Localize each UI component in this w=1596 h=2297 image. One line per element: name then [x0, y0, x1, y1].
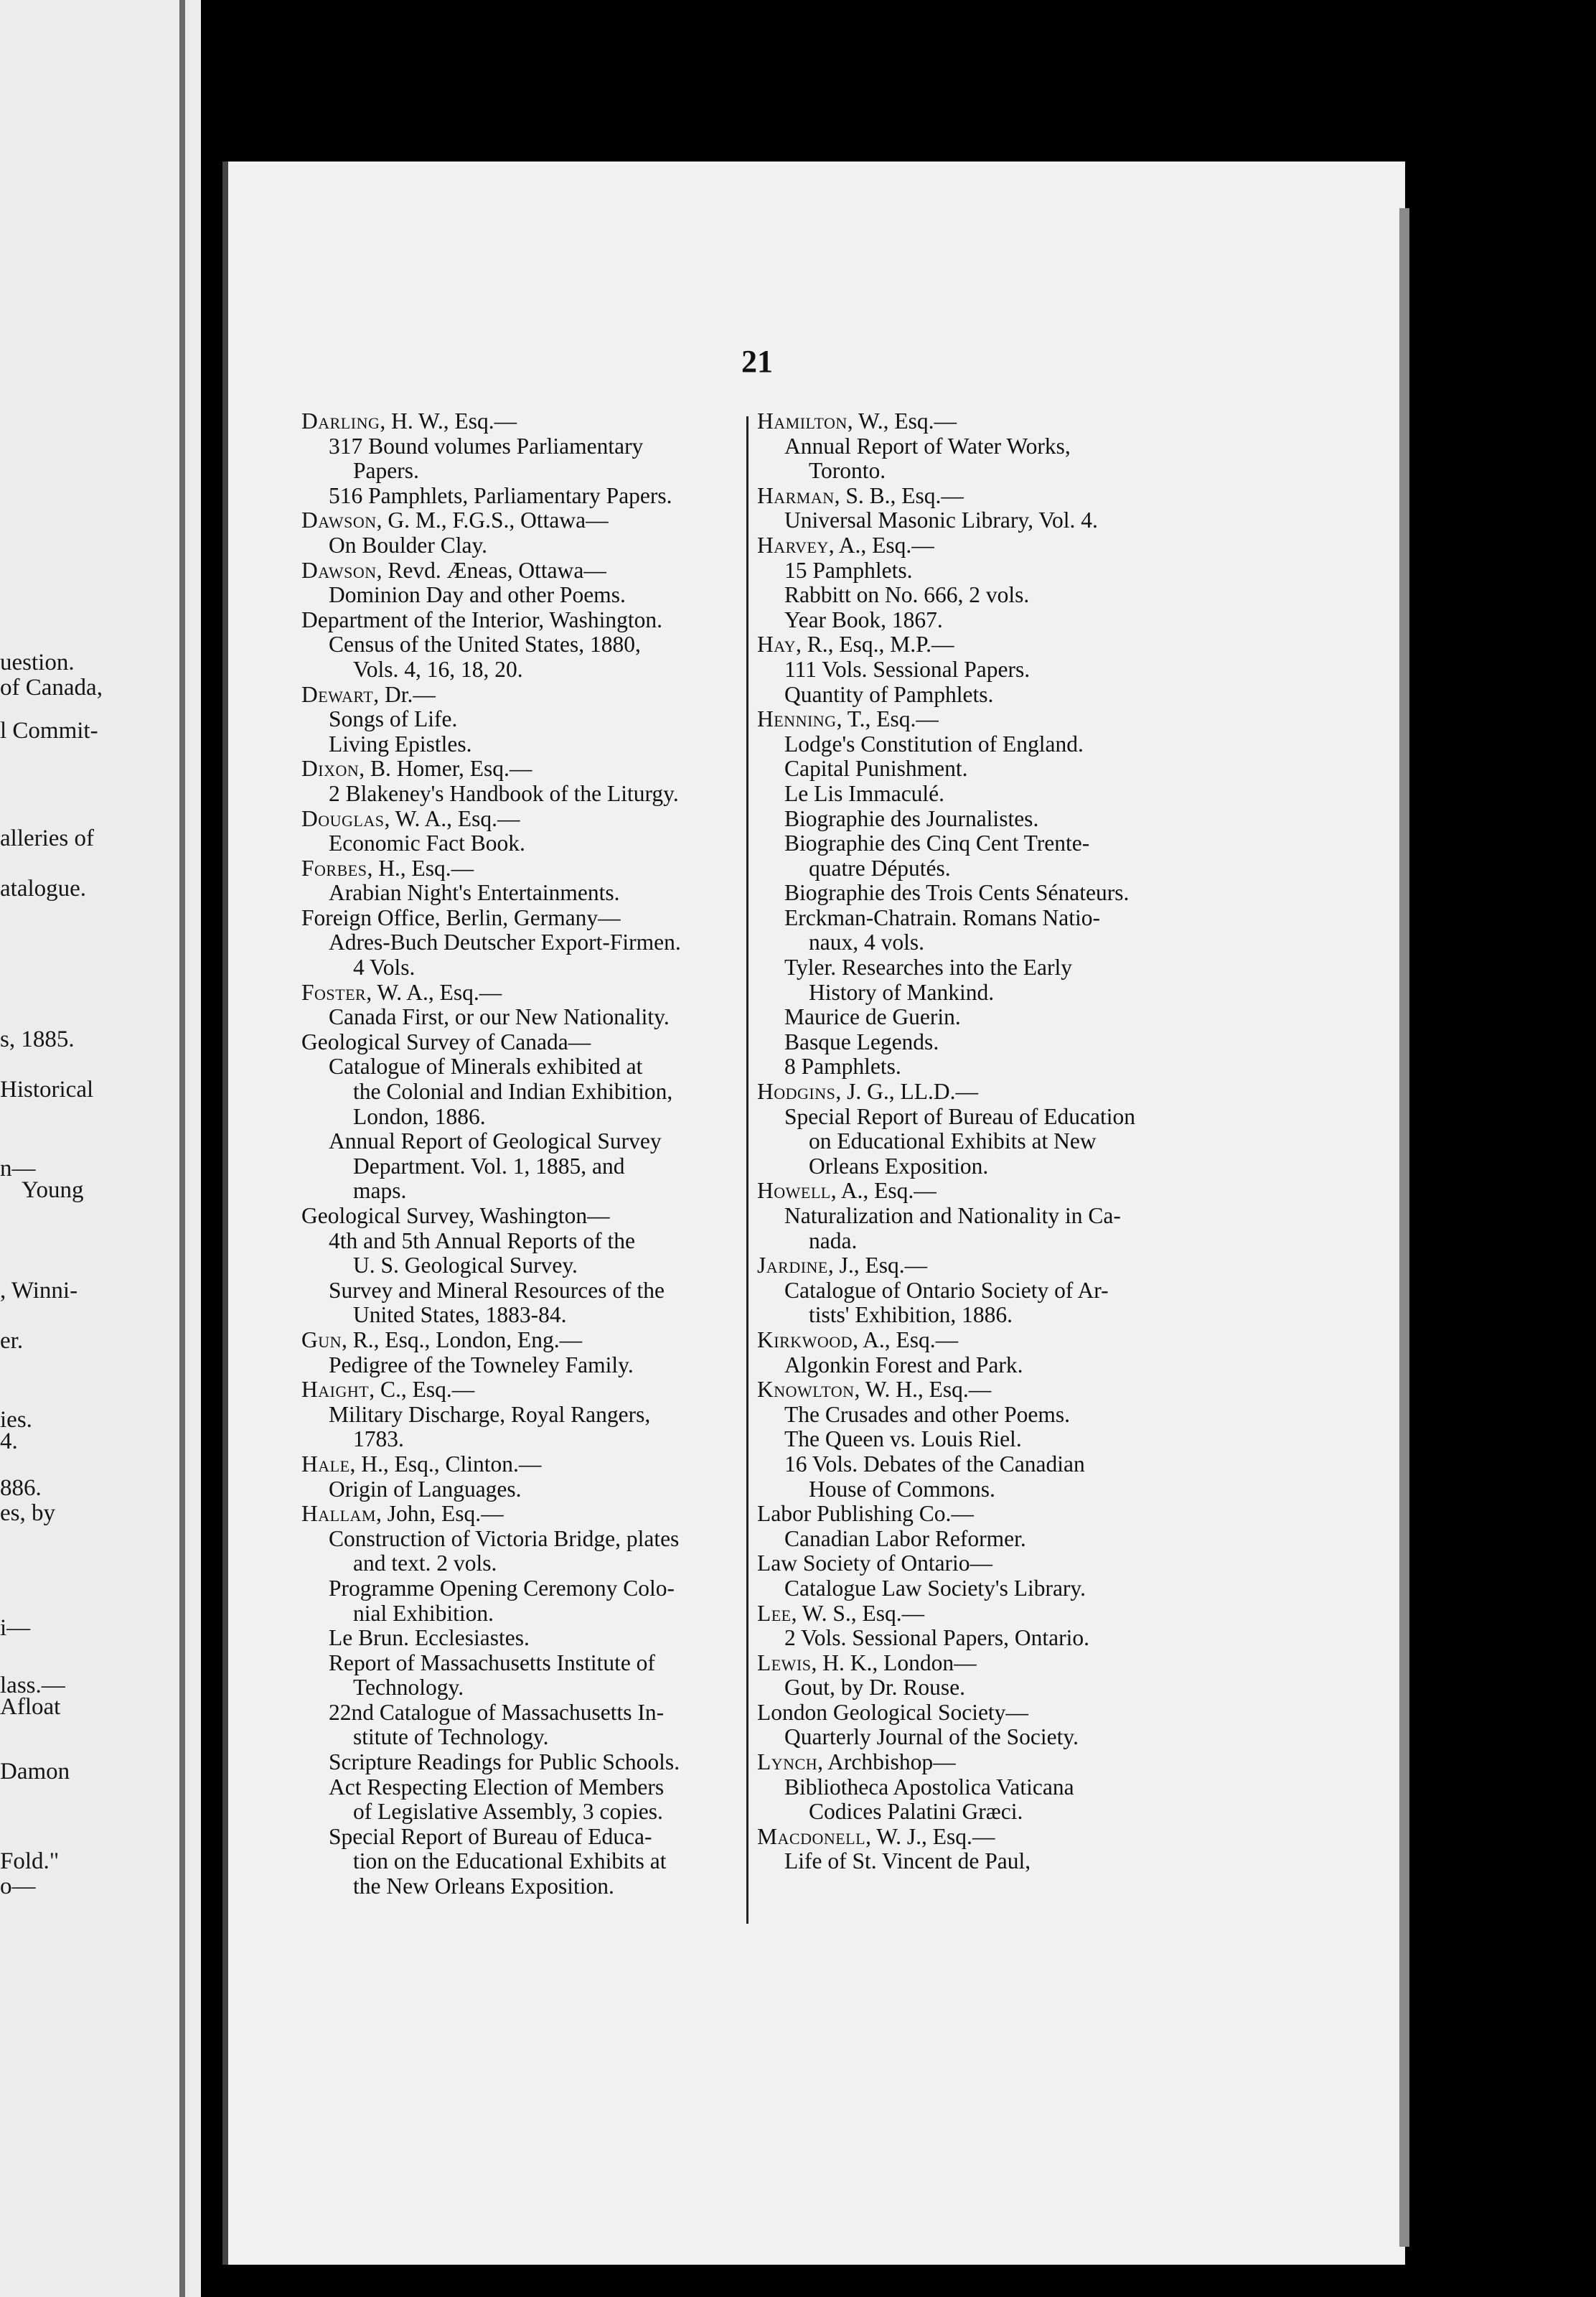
left-page-text-fragment: Damon: [0, 1759, 70, 1784]
item-line: Catalogue of Ontario Society of Ar-: [784, 1277, 1109, 1303]
item-line: and text. 2 vols.: [353, 1550, 497, 1576]
donated-item: [329, 831, 746, 856]
left-page-text-fragment: , Winni-: [0, 1278, 78, 1304]
donor-heading: [757, 1377, 1195, 1403]
donated-item: [784, 608, 1195, 633]
donated-item: [329, 1775, 746, 1825]
donor-details: Foreign Office, Berlin, Germany—: [301, 904, 621, 930]
donated-item: [329, 1005, 746, 1030]
donated-item: [784, 1427, 1195, 1452]
donor-heading: [301, 558, 746, 584]
item-line: maps.: [353, 1178, 407, 1204]
item-line: 2 Blakeney's Handbook of the Liturgy.: [329, 780, 679, 806]
item-line: Pedigree of the Towneley Family.: [329, 1352, 634, 1377]
donated-item: [784, 683, 1195, 708]
left-page-text-fragment: uestion.: [0, 650, 75, 675]
item-line: nial Exhibition.: [353, 1600, 494, 1626]
item-line: stitute of Technology.: [353, 1724, 549, 1750]
item-line: House of Commons.: [809, 1476, 995, 1502]
catalogue-entry: [757, 1825, 1195, 1874]
catalogue-entry: [757, 1179, 1195, 1253]
item-line: Dominion Day and other Poems.: [329, 582, 626, 608]
item-line: Technology.: [353, 1675, 464, 1700]
item-line: 4th and 5th Annual Reports of the: [329, 1227, 635, 1253]
item-line: U. S. Geological Survey.: [353, 1253, 578, 1278]
donor-heading: [757, 1601, 1195, 1627]
donor-details: , W. H., Esq.—: [854, 1377, 992, 1403]
donated-item: [784, 1675, 1195, 1700]
catalogue-entry: [301, 1377, 746, 1452]
donor-details: , H., Esq., Clinton.—: [349, 1451, 542, 1477]
donor-name: Hodgins: [757, 1079, 836, 1105]
item-line: Quantity of Pamphlets.: [784, 681, 994, 707]
donor-details: London Geological Society—: [757, 1699, 1028, 1725]
item-line: on Educational Exhibits at New: [809, 1128, 1097, 1154]
donor-heading: [757, 1651, 1195, 1676]
donor-heading: [301, 1030, 746, 1055]
donor-name: Knowlton: [757, 1377, 855, 1403]
item-line: Biographie des Trois Cents Sénateurs.: [784, 880, 1130, 906]
donor-name: Jardine: [757, 1253, 828, 1278]
donor-details: , H. K., London—: [811, 1650, 977, 1675]
item-line: Year Book, 1867.: [784, 607, 943, 632]
donor-heading: [757, 409, 1195, 434]
item-line: Erckman-Chatrain. Romans Natio-: [784, 904, 1101, 930]
donated-item: [784, 1204, 1195, 1253]
donor-heading: [301, 683, 746, 708]
item-line: Act Respecting Election of Members: [329, 1774, 665, 1800]
donor-details: Law Society of Ontario—: [757, 1550, 993, 1576]
donor-details: , W. A., Esq.—: [366, 979, 502, 1005]
donor-heading: [757, 1825, 1195, 1850]
donor-details: , T., Esq.—: [836, 706, 939, 732]
item-line: Algonkin Forest and Park.: [784, 1352, 1023, 1377]
donor-details: , G. M., F.G.S., Ottawa—: [376, 507, 609, 533]
item-line: Annual Report of Water Works,: [784, 433, 1071, 459]
item-line: Toronto.: [809, 458, 886, 484]
donor-name: Darling: [301, 408, 380, 434]
donor-heading: [301, 906, 746, 931]
left-page-text-fragment: Afloat: [0, 1694, 61, 1720]
catalogue-entry: [757, 1700, 1195, 1750]
donor-details: , Archbishop—: [817, 1749, 956, 1775]
book-gutter: [201, 0, 222, 2297]
left-page-text-fragment: er.: [0, 1328, 24, 1354]
catalogue-entry: [757, 1377, 1195, 1502]
item-line: Construction of Victoria Bridge, plates: [329, 1525, 680, 1551]
catalogue-entry: [301, 409, 746, 508]
donated-item: [784, 1278, 1195, 1328]
catalogue-entry: [301, 1328, 746, 1377]
item-line: 111 Vols. Sessional Papers.: [784, 656, 1031, 682]
donor-name: Lewis: [757, 1650, 812, 1675]
left-page-text-fragment: atalogue.: [0, 876, 87, 902]
donated-item: [784, 782, 1195, 807]
donated-item: [784, 955, 1195, 1005]
donor-details: , R., Esq., London, Eng.—: [342, 1327, 583, 1352]
donated-item: [784, 1775, 1195, 1825]
donated-item: [784, 757, 1195, 782]
donor-name: Hamilton: [757, 408, 848, 434]
column-divider: [746, 416, 748, 1924]
item-line: Quarterly Journal of the Society.: [784, 1724, 1079, 1750]
catalogue-entry: [301, 558, 746, 608]
item-line: Codices Palatini Græci.: [809, 1799, 1023, 1825]
donated-item: [784, 906, 1195, 955]
donated-item: [784, 1005, 1195, 1030]
donor-details: , C., Esq.—: [369, 1377, 475, 1403]
catalogue-entry: [301, 906, 746, 981]
item-line: Tyler. Researches into the Early: [784, 955, 1073, 981]
item-line: Department. Vol. 1, 1885, and: [353, 1153, 625, 1179]
donor-name: Dewart: [301, 681, 374, 707]
item-line: naux, 4 vols.: [809, 930, 924, 955]
catalogue-entry: [757, 533, 1195, 632]
donated-item: [329, 1527, 746, 1576]
donated-item: [784, 732, 1195, 757]
item-line: Canada First, or our New Nationality.: [329, 1004, 670, 1030]
donor-details: , H., Esq.—: [367, 855, 474, 881]
donor-details: , S. B., Esq.—: [834, 482, 964, 508]
item-line: The Crusades and other Poems.: [784, 1401, 1071, 1427]
item-line: Economic Fact Book.: [329, 831, 525, 856]
left-page-text-fragment: Fold.": [0, 1848, 60, 1874]
item-line: 2 Vols. Sessional Papers, Ontario.: [784, 1625, 1089, 1651]
donated-item: [329, 484, 746, 509]
donated-item: [329, 632, 746, 682]
donated-item: [329, 1576, 746, 1626]
donated-item: [784, 1849, 1195, 1874]
item-line: nada.: [809, 1227, 858, 1253]
donor-heading: [301, 409, 746, 434]
catalogue-entry: [757, 409, 1195, 484]
item-line: Adres-Buch Deutscher Export-Firmen.: [329, 930, 681, 955]
donated-item: [329, 881, 746, 906]
donated-item: [329, 583, 746, 608]
catalogue-entry: [301, 1204, 746, 1328]
item-line: 317 Bound volumes Parliamentary: [329, 433, 644, 459]
catalogue-entry: [757, 1080, 1195, 1179]
donor-name: Dawson: [301, 507, 377, 533]
donor-heading: [301, 1377, 746, 1403]
donated-item: [329, 1229, 746, 1278]
catalogue-entry: [757, 1651, 1195, 1700]
donor-name: Lee: [757, 1600, 792, 1626]
item-line: Canadian Labor Reformer.: [784, 1525, 1026, 1551]
item-line: Origin of Languages.: [329, 1476, 522, 1502]
catalogue-entry: [301, 1030, 746, 1204]
donor-name: Hallam: [301, 1501, 376, 1527]
donor-heading: [301, 1328, 746, 1353]
left-page-text-fragment: o—: [0, 1873, 36, 1899]
donor-name: Harvey: [757, 532, 829, 558]
left-page-text-fragment: Historical: [0, 1077, 94, 1103]
item-line: 1783.: [353, 1426, 404, 1452]
page-edge: [1399, 208, 1409, 2247]
donor-heading: [301, 1502, 746, 1527]
donor-heading: [757, 1750, 1195, 1775]
donated-item: [784, 1725, 1195, 1750]
donor-name: Douglas: [301, 805, 385, 831]
item-line: Basque Legends.: [784, 1029, 939, 1054]
catalogue-entry: [757, 484, 1195, 533]
donated-item: [784, 508, 1195, 533]
donor-heading: [757, 1502, 1195, 1527]
donated-item: [329, 1626, 746, 1651]
donor-heading: [757, 1253, 1195, 1278]
donor-heading: [757, 632, 1195, 658]
donor-details: Geological Survey of Canada—: [301, 1029, 591, 1054]
catalogue-entry: [301, 608, 746, 683]
item-line: Orleans Exposition.: [809, 1153, 989, 1179]
left-page-text-fragment: 4.: [0, 1428, 18, 1454]
left-page-text-fragment: n—: [0, 1156, 36, 1182]
donor-heading: [757, 1551, 1195, 1576]
item-line: Census of the United States, 1880,: [329, 632, 641, 658]
item-line: Survey and Mineral Resources of the: [329, 1277, 665, 1303]
donated-item: [329, 707, 746, 732]
donated-item: [784, 807, 1195, 832]
left-page-text-fragment: es, by: [0, 1500, 55, 1526]
donor-heading: [301, 807, 746, 832]
donated-item: [329, 1054, 746, 1129]
donor-heading: [301, 757, 746, 782]
item-line: quatre Députés.: [809, 855, 951, 881]
item-line: Lodge's Constitution of England.: [784, 731, 1084, 757]
donated-item: [784, 1353, 1195, 1378]
item-line: Songs of Life.: [329, 706, 458, 732]
donor-details: , J., Esq.—: [827, 1253, 928, 1278]
item-line: Biographie des Journalistes.: [784, 805, 1039, 831]
catalogue-entry: [301, 807, 746, 856]
item-line: 16 Vols. Debates of the Canadian: [784, 1451, 1085, 1477]
donor-heading: [757, 707, 1195, 732]
catalogue-entry: [757, 632, 1195, 707]
spine-shadow: [179, 0, 185, 2297]
item-line: Capital Punishment.: [784, 756, 968, 782]
donated-item: [329, 1353, 746, 1378]
donated-item: [784, 1452, 1195, 1502]
left-page-text-fragment: 886.: [0, 1475, 42, 1501]
donor-name: Haight: [301, 1377, 370, 1403]
catalogue-entry: [301, 981, 746, 1030]
item-line: Living Epistles.: [329, 731, 472, 757]
donor-details: , Revd. Æneas, Ottawa—: [376, 557, 606, 583]
donor-details: , B. Homer, Esq.—: [359, 756, 532, 782]
donor-heading: [301, 608, 746, 633]
donor-details: , W. J., Esq.—: [865, 1823, 995, 1849]
donated-item: [784, 831, 1195, 881]
donor-heading: [301, 508, 746, 533]
catalogue-entry: [301, 757, 746, 806]
donor-name: Howell: [757, 1178, 831, 1204]
donor-details: , W. A., Esq.—: [384, 805, 520, 831]
item-line: the New Orleans Exposition.: [353, 1873, 614, 1899]
left-page-text-fragment: Young: [22, 1177, 84, 1203]
item-line: Life of St. Vincent de Paul,: [784, 1848, 1031, 1874]
donor-heading: [301, 1452, 746, 1477]
donor-name: Hale: [301, 1451, 350, 1477]
left-page-text-fragment: lass.—: [0, 1673, 65, 1698]
donated-item: [329, 1278, 746, 1328]
item-line: Vols. 4, 16, 18, 20.: [353, 656, 523, 682]
left-column: [301, 409, 746, 1899]
donated-item: [329, 1477, 746, 1502]
donor-heading: [757, 1179, 1195, 1204]
catalogue-entry: [757, 1253, 1195, 1328]
donor-name: Macdonell: [757, 1823, 866, 1849]
previous-page-fragment: [0, 0, 201, 2297]
item-line: Military Discharge, Royal Rangers,: [329, 1401, 651, 1427]
catalogue-entry: [301, 1502, 746, 1899]
donor-heading: [757, 1700, 1195, 1726]
donated-item: [784, 1030, 1195, 1055]
item-line: On Boulder Clay.: [329, 532, 488, 558]
donor-details: , A., Esq.—: [853, 1327, 959, 1352]
left-page-text-fragment: alleries of: [0, 825, 95, 851]
catalogue-entry: [301, 856, 746, 906]
donor-name: Forbes: [301, 855, 367, 881]
donor-heading: [301, 981, 746, 1006]
item-line: London, 1886.: [353, 1103, 486, 1129]
donated-item: [784, 1403, 1195, 1428]
item-line: Bibliotheca Apostolica Vaticana: [784, 1774, 1074, 1800]
item-line: Special Report of Bureau of Education: [784, 1103, 1135, 1129]
donated-item: [784, 1576, 1195, 1601]
catalogue-entry: [301, 683, 746, 757]
item-line: tion on the Educational Exhibits at: [353, 1848, 667, 1874]
catalogue-entry: [757, 1551, 1195, 1601]
item-line: Rabbitt on No. 666, 2 vols.: [784, 582, 1030, 608]
left-page-text-fragment: of Canada,: [0, 675, 103, 701]
donor-name: Kirkwood: [757, 1327, 853, 1352]
donated-item: [784, 881, 1195, 906]
item-line: 15 Pamphlets.: [784, 557, 913, 583]
right-column: [757, 409, 1195, 1874]
item-line: History of Mankind.: [809, 979, 995, 1005]
donated-item: [329, 732, 746, 757]
donor-name: Gun: [301, 1327, 342, 1352]
catalogue-entry: [301, 1452, 746, 1502]
donated-item: [329, 930, 746, 980]
donated-item: [329, 1651, 746, 1700]
catalogue-entry: [757, 1601, 1195, 1651]
donated-item: [784, 1054, 1195, 1080]
left-page-text-fragment: s, 1885.: [0, 1026, 75, 1052]
donor-details: , A., Esq.—: [830, 1178, 937, 1204]
donor-heading: [301, 1204, 746, 1229]
donated-item: [329, 782, 746, 807]
donor-details: Department of the Interior, Washington.: [301, 607, 662, 632]
item-line: Programme Opening Ceremony Colo-: [329, 1575, 675, 1601]
donor-name: Dixon: [301, 756, 360, 782]
catalogue-entry: [757, 707, 1195, 1080]
item-line: 22nd Catalogue of Massachusetts In-: [329, 1699, 665, 1725]
donated-item: [784, 558, 1195, 584]
item-line: Biographie des Cinq Cent Trente-: [784, 831, 1090, 856]
left-page-text-fragment: l Commit-: [0, 718, 98, 744]
item-line: Le Brun. Ecclesiastes.: [329, 1625, 530, 1651]
donor-details: , R., Esq., M.P.—: [796, 632, 954, 658]
donor-details: Geological Survey, Washington—: [301, 1203, 610, 1228]
donor-details: , W. S., Esq.—: [791, 1600, 925, 1626]
donated-item: [329, 434, 746, 484]
page-number: 21: [741, 344, 773, 379]
donor-name: Hay: [757, 632, 797, 658]
item-line: Report of Massachusetts Institute of: [329, 1650, 655, 1675]
donor-details: , John, Esq.—: [375, 1501, 504, 1527]
donated-item: [784, 658, 1195, 683]
item-line: Scripture Readings for Public Schools.: [329, 1749, 680, 1775]
item-line: 8 Pamphlets.: [784, 1054, 901, 1080]
item-line: Special Report of Bureau of Educa-: [329, 1823, 652, 1849]
donor-details: , J. G., LL.D.—: [835, 1079, 978, 1105]
item-line: Catalogue of Minerals exhibited at: [329, 1054, 643, 1080]
item-line: Arabian Night's Entertainments.: [329, 880, 620, 906]
item-line: of Legislative Assembly, 3 copies.: [353, 1799, 663, 1825]
donor-name: Foster: [301, 979, 367, 1005]
donated-item: [784, 1527, 1195, 1552]
donor-name: Henning: [757, 706, 837, 732]
left-page-text-fragment: i—: [0, 1615, 31, 1641]
item-line: 4 Vols.: [353, 955, 416, 981]
left-page-text-fragment: ies.: [0, 1407, 32, 1433]
donated-item: [329, 1750, 746, 1775]
donor-name: Dawson: [301, 557, 377, 583]
item-line: The Queen vs. Louis Riel.: [784, 1426, 1022, 1452]
donated-item: [329, 1700, 746, 1750]
item-line: 516 Pamphlets, Parliamentary Papers.: [329, 482, 672, 508]
item-line: Le Lis Immaculé.: [784, 780, 945, 806]
donor-name: Harman: [757, 482, 835, 508]
donor-heading: [757, 484, 1195, 509]
donor-details: , W., Esq.—: [847, 408, 957, 434]
catalogue-entry: [757, 1502, 1195, 1551]
donor-details: , H. W., Esq.—: [380, 408, 517, 434]
donated-item: [329, 1129, 746, 1204]
item-line: Catalogue Law Society's Library.: [784, 1575, 1086, 1601]
donated-item: [784, 1105, 1195, 1179]
item-line: the Colonial and Indian Exhibition,: [353, 1079, 673, 1105]
donor-heading: [757, 1328, 1195, 1353]
item-line: Naturalization and Nationality in Ca-: [784, 1203, 1121, 1228]
donor-details: , A., Esq.—: [828, 532, 934, 558]
donated-item: [784, 434, 1195, 484]
donated-item: [329, 1403, 746, 1452]
donated-item: [784, 583, 1195, 608]
item-line: Annual Report of Geological Survey: [329, 1128, 662, 1154]
donor-name: Lynch: [757, 1749, 818, 1775]
donated-item: [784, 1626, 1195, 1651]
donor-heading: [757, 533, 1195, 558]
item-line: United States, 1883-84.: [353, 1302, 567, 1328]
item-line: Universal Masonic Library, Vol. 4.: [784, 507, 1098, 533]
donor-details: , Dr.—: [373, 681, 436, 707]
donated-item: [329, 533, 746, 558]
item-line: Gout, by Dr. Rouse.: [784, 1675, 965, 1700]
donor-heading: [301, 856, 746, 881]
catalogue-entry: [757, 1328, 1195, 1377]
catalogue-entry: [757, 1750, 1195, 1825]
donor-heading: [757, 1080, 1195, 1105]
item-line: tists' Exhibition, 1886.: [809, 1302, 1013, 1328]
catalogue-entry: [301, 508, 746, 558]
donated-item: [329, 1825, 746, 1899]
item-line: Maurice de Guerin.: [784, 1004, 961, 1030]
item-line: Papers.: [353, 458, 419, 484]
donor-details: Labor Publishing Co.—: [757, 1501, 974, 1527]
